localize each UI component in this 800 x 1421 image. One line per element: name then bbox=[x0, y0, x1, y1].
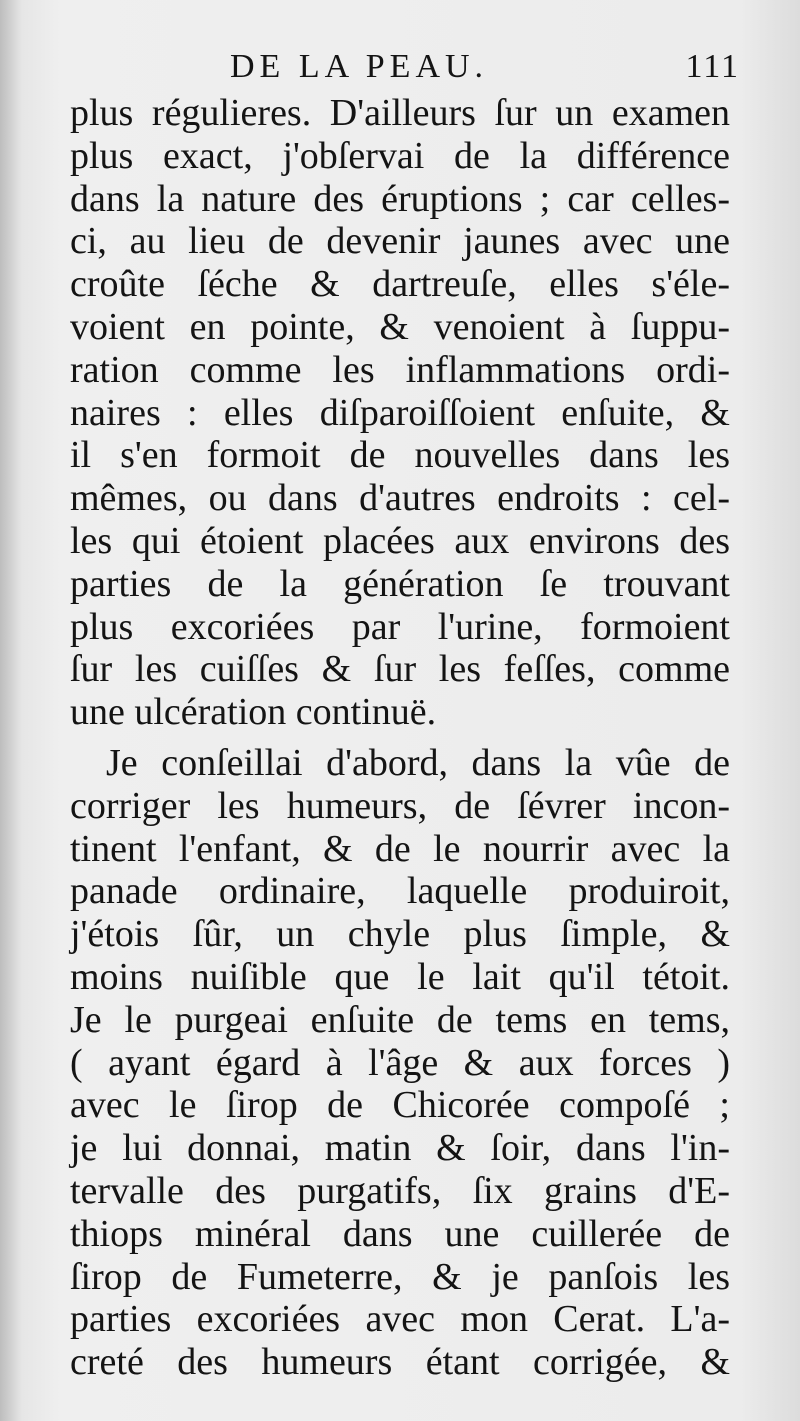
text-line: moins nuiſible que le lait qu'il tétoit. bbox=[70, 955, 730, 998]
text-line: plus exact, j'obſervai de la différence bbox=[70, 134, 730, 177]
text-line: corriger les humeurs, de ſévrer incon- bbox=[70, 784, 730, 827]
text-line: tinent l'enfant, & de le nourrir avec la bbox=[70, 827, 730, 870]
running-title: DE LA PEAU. bbox=[230, 48, 489, 85]
text-line: j'étois ſûr, un chyle plus ſimple, & bbox=[70, 913, 730, 956]
text-line: Je conſeillai d'abord, dans la vûe de bbox=[106, 741, 730, 784]
text-line: plus régulieres. D'ailleurs ſur un examen bbox=[70, 92, 730, 134]
text-line: parties excoriées avec mon Cerat. L'a- bbox=[70, 1298, 730, 1341]
text-line: thiops minéral dans une cuillerée de bbox=[70, 1212, 730, 1255]
text-line: ( ayant égard à l'âge & aux forces ) bbox=[70, 1041, 730, 1084]
text-line: creté des humeurs étant corrigée, & bbox=[70, 1341, 730, 1384]
text-line: une ulcération continuë. bbox=[70, 691, 437, 734]
text-line: panade ordinaire, laquelle produiroit, bbox=[70, 870, 730, 913]
running-head bbox=[230, 48, 740, 92]
text-line: dans la nature des éruptions ; car celles- bbox=[70, 177, 730, 220]
paragraph-2 bbox=[70, 742, 730, 1384]
text-line: ſur les cuiſſes & ſur les feſſes, comme bbox=[70, 648, 730, 691]
text-line: naires : elles diſparoiſſoient enſuite, & bbox=[70, 391, 730, 434]
text-line: Je le purgeai enſuite de tems en tems, bbox=[70, 998, 730, 1041]
text-line: je lui donnai, matin & ſoir, dans l'in- bbox=[70, 1127, 730, 1170]
text-line: ration comme les inflammations ordi- bbox=[70, 348, 730, 391]
text-line: avec le ſirop de Chicorée compoſé ; bbox=[70, 1084, 730, 1127]
text-line: les qui étoient placées aux environs des bbox=[70, 519, 730, 562]
text-line: parties de la génération ſe trouvant bbox=[70, 562, 730, 605]
body-text bbox=[70, 92, 730, 1384]
text-line: ſirop de Fumeterre, & je panſois les bbox=[70, 1255, 730, 1298]
text-line: voient en pointe, & venoient à ſuppu- bbox=[70, 305, 730, 348]
text-line: ci, au lieu de devenir jaunes avec une bbox=[70, 220, 730, 263]
text-line: il s'en formoit de nouvelles dans les bbox=[70, 434, 730, 477]
paragraph-1 bbox=[70, 92, 730, 734]
page-number: 111 bbox=[685, 48, 740, 85]
text-line: tervalle des purgatifs, ſix grains d'E- bbox=[70, 1169, 730, 1212]
text-line: mêmes, ou dans d'autres endroits : cel- bbox=[70, 477, 730, 520]
text-line: plus excoriées par l'urine, formoient bbox=[70, 605, 730, 648]
text-line: croûte ſéche & dartreuſe, elles s'éle- bbox=[70, 263, 730, 306]
